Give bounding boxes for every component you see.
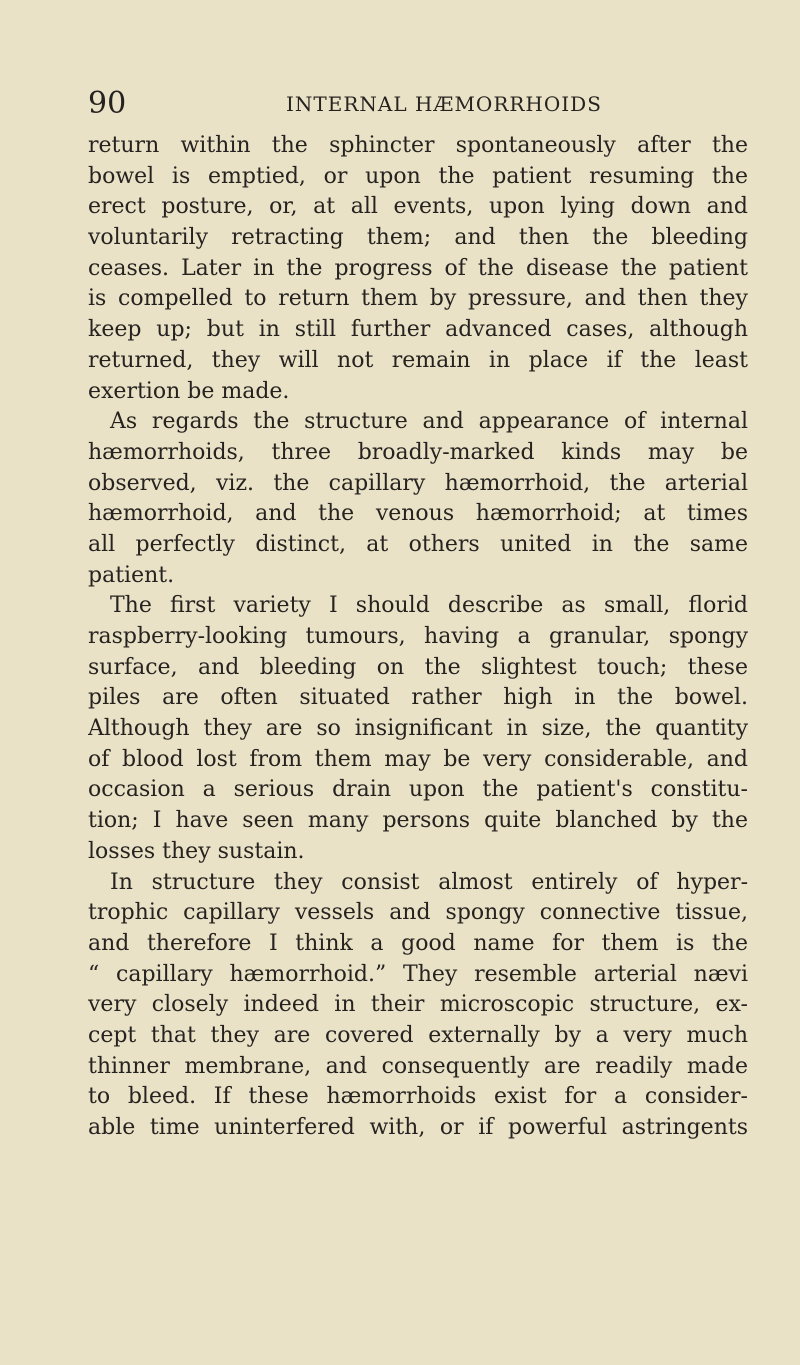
text-line: to bleed. If these hæmorrhoids exist for a consider-	[88, 1084, 748, 1110]
text-line: The first variety I should describe as small, florid	[110, 593, 748, 619]
text-line: thinner membrane, and consequently are readily made	[88, 1053, 748, 1079]
text-line: ceases. Later in the progress of the disease the patient	[88, 255, 748, 281]
running-head	[88, 84, 748, 124]
text-line: tion; I have seen many persons quite blanched by the	[88, 808, 748, 834]
text-line: patient.	[88, 562, 175, 588]
text-line: cept that they are covered externally by a very much	[88, 1022, 748, 1048]
running-title: INTERNAL HÆMORRHOIDS	[286, 92, 602, 116]
text-line: exertion be made.	[88, 378, 290, 404]
text-line: voluntarily retracting them; and then the bleeding	[88, 225, 748, 251]
text-line: losses they sustain.	[88, 838, 305, 864]
text-line: is compelled to return them by pressure, and then they	[88, 286, 748, 312]
page-number: 90	[88, 86, 127, 121]
text-line: Although they are so insignificant in size, the quantity	[88, 716, 748, 742]
text-line: raspberry-looking tumours, having a granular, spongy	[88, 624, 748, 649]
text-line: very closely indeed in their microscopic structure, ex-	[88, 992, 748, 1018]
text-line: In structure they consist almost entirely of hyper-	[110, 869, 748, 895]
text-line: able time uninterfered with, or if powerful astringents	[88, 1115, 748, 1140]
text-line: of blood lost from them may be very considerable, and	[88, 746, 748, 772]
text-line: hæmorrhoid, and the venous hæmorrhoid; at times	[88, 501, 748, 527]
text-line: and therefore I think a good name for them is the	[88, 930, 748, 956]
body-text	[88, 131, 748, 1144]
text-line: occasion a serious drain upon the patient's constitu-	[88, 777, 748, 803]
text-line: surface, and bleeding on the slightest touch; these	[88, 654, 748, 680]
text-line: “ capillary hæmorrhoid.” They resemble arterial nævi	[88, 961, 748, 987]
text-line: bowel is emptied, or upon the patient resuming the	[88, 163, 748, 189]
text-line: returned, they will not remain in place if the least	[88, 347, 748, 373]
text-line: erect posture, or, at all events, upon lying down and	[88, 194, 748, 220]
text-line: all perfectly distinct, at others united in the same	[88, 531, 748, 557]
text-line: observed, viz. the capillary hæmorrhoid, the arterial	[88, 470, 748, 496]
text-line: return within the sphincter spontaneously after the	[88, 133, 748, 158]
text-line: piles are often situated rather high in the bowel.	[88, 685, 748, 711]
text-line: As regards the structure and appearance of internal	[110, 409, 748, 435]
text-line: hæmorrhoids, three broadly-marked kinds may be	[88, 439, 748, 465]
text-line: keep up; but in still further advanced cases, although	[88, 317, 748, 343]
text-line: trophic capillary vessels and spongy connective tissue,	[88, 900, 748, 926]
